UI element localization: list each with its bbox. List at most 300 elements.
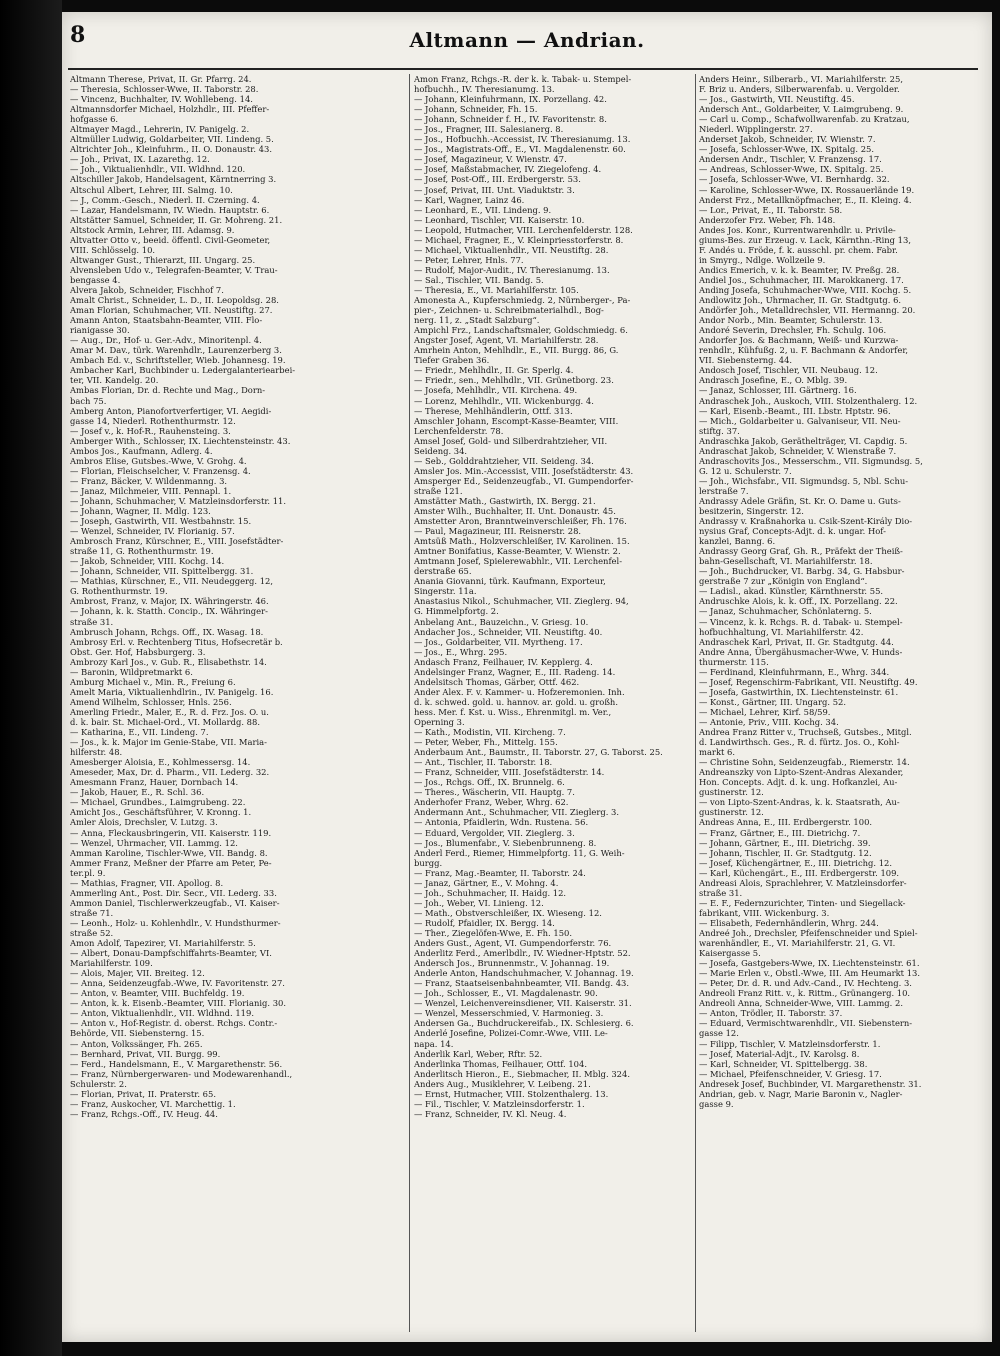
directory-entry-line: Amschler Johann, Escompt-Kasse-Beamter, VIII.	[414, 415, 619, 426]
directory-entry-line: Amon Adolf, Tapezirer, VI. Mariahilferstr. 5.	[70, 938, 256, 949]
directory-entry-line: Anderzofer Frz. Weber, Fh. 148.	[699, 214, 836, 225]
directory-entry-line: d. k. bair. St. Michael-Ord., VI. Mollardg. 88.	[70, 717, 260, 727]
directory-entry-line: Aman Florian, Schuhmacher, VII. Neustiftg. 27.	[70, 305, 273, 316]
directory-entry-line: — Ferd., Handelsmann, E., V. Margarethenstr. 56.	[70, 1058, 283, 1069]
directory-entry-line: Amtmann Josef, Spielerewabhlr., VII. Lerchenfel-	[414, 556, 623, 567]
directory-entry-line: Andorfer Jos. & Bachmann, Weiß- und Kurzwa-	[699, 335, 899, 346]
directory-entry-line: — Lorenz, Mehlhdlr., VII. Wickenburgg. 4.	[414, 395, 594, 406]
directory-entry-line: Alvera Jakob, Schneider, Fischhof 7.	[70, 284, 224, 295]
directory-entry-line: Andics Emerich, v. k. k. Beamter, IV. Preßg. 28.	[699, 264, 900, 275]
directory-entry-line: — Jos., Rchgs. Off., IX. Brunnelg. 6.	[414, 777, 565, 788]
directory-entry-line: Altmann Therese, Privat, II. Gr. Pfarrg. 24.	[70, 74, 252, 84]
directory-entry-line: — Theresia, Schlosser-Wwe, II. Taborstr. 28.	[70, 84, 259, 95]
directory-entry-line: Anania Giovanni, türk. Kaufmann, Exporteur,	[414, 576, 606, 587]
directory-entry-line: — Karl, Küchengärt., E., III. Erdbergerstr. 109.	[699, 867, 900, 878]
directory-entry-line: d. k. schwed. gold. u. hannov. ar. gold. u. großh.	[414, 696, 618, 707]
directory-entry-line: Andresek Josef, Buchbinder, VI. Margarethenstr. 31.	[699, 1078, 922, 1089]
directory-entry-line: rianigasse 30.	[70, 325, 130, 336]
directory-entry-line: — Mich., Goldarbeiter u. Galvaniseur, VII. Neu-	[699, 415, 901, 426]
directory-entry-line: — Alois, Majer, VII. Breiteg. 12.	[70, 968, 205, 979]
directory-entry-line: pier-, Zeichnen- u. Schreibmaterialhdl., Bog-	[414, 305, 604, 316]
directory-entry-line: — Ant., Tischler, II. Taborstr. 18.	[414, 757, 553, 768]
directory-entry-line: — Josef, Maßstabmacher, IV. Ziegelofeng. 4.	[414, 164, 602, 175]
directory-entry-line: Altschiller Jakob, Handelsagent, Kärntnerring 3.	[70, 174, 277, 185]
directory-entry-line: — Anna, Fleckausbringerin, VII. Kaiserstr. 119.	[70, 827, 272, 838]
directory-entry-line: Ambos Jos., Kaufmann, Adlerg. 4.	[70, 445, 213, 456]
directory-entry-line: Amesberger Aloisia, E., Kohlmessersg. 14.	[70, 757, 251, 768]
directory-entry-line: — Wenzel, Schneider, IV. Florianig. 57.	[70, 526, 235, 537]
directory-entry-line: — Florian, Fleischselcher, V. Franzensg. 4.	[70, 465, 251, 476]
directory-entry-line: Ambrusch Johann, Rchgs. Off., IX. Wasag. 18.	[70, 626, 264, 637]
directory-entry-line: — Wenzel, Uhrmacher, VII. Lammg. 12.	[70, 837, 238, 848]
directory-entry-line: — Jos., Magistrats-Off., E., VI. Magdalenenstr. 60.	[414, 144, 626, 155]
directory-entry-line: — Marie Erlen v., Obstl.-Wwe, III. Am Heumarkt 13.	[699, 968, 921, 979]
directory-entry-line: — Josef, Privat, III. Unt. Viaduktstr. 3.	[414, 184, 575, 195]
directory-entry-line: — Michael, Viktualienhdlr., VII. Neustiftg. 28.	[414, 244, 609, 255]
column-divider	[695, 74, 696, 1332]
directory-entry-line: — Franz, Rchgs.-Off., IV. Heug. 44.	[70, 1108, 218, 1119]
directory-entry-line: — Josef, Regenschirm-Fabrikant, VII. Neustiftg. 49.	[699, 676, 918, 687]
directory-entry-line: lerstraße 7.	[699, 485, 749, 496]
directory-entry-line: Ander Alex. F. v. Kammer- u. Hofzeremonien. Inh.	[414, 686, 625, 697]
directory-entry-line: hofbuchh., IV. Theresianumg. 13.	[414, 84, 555, 95]
directory-entry-line: — Therese, Mehlhändlerin, Ottf. 313.	[414, 405, 573, 416]
directory-entry-line: — Baronin, Wildpretmarkt 6.	[70, 666, 193, 677]
directory-entry-line: — Johann, Schuhmacher, V. Matzleinsdorferstr. 11.	[70, 495, 287, 506]
directory-entry-line: Andiel Jos., Schuhmacher, III. Marokkanerg. 17.	[699, 274, 904, 285]
directory-entry-line: — Anton v., Hof-Registr. d. oberst. Rchgs. Contr.-	[70, 1018, 278, 1029]
directory-entry-line: — Theresia, E., VI. Mariahilferstr. 105.	[414, 284, 579, 295]
directory-entry-line: Amburg Michael v., Min. R., Freiung 6.	[70, 676, 236, 687]
directory-entry-line: G. Himmelpfortg. 2.	[414, 606, 499, 617]
directory-entry-line: — Theres., Wäscherin, VII. Hauptg. 7.	[414, 787, 575, 798]
directory-entry-line: Anastasius Nikol., Schuhmacher, VII. Zieglerg. 94,	[414, 596, 629, 607]
directory-entry-line: Andrassy Georg Graf, Gh. R., Präfekt der Theiß-	[699, 546, 903, 557]
directory-entry-line: Anderst Frz., Metallknöpfmacher, E., II. Kleing. 4.	[699, 194, 912, 205]
directory-entry-line: — Andreas, Schlosser-Wwe, IX. Spitalg. 25.	[699, 164, 884, 175]
directory-entry-line: Andrasch Josefine, E., O. Mblg. 39.	[699, 375, 848, 386]
directory-entry-line: Ammon Daniel, Tischlerwerkzeugfab., VI. Kaiser-	[70, 897, 280, 908]
directory-entry-line: Andersen Andr., Tischler, V. Franzensg. 17.	[699, 154, 882, 165]
directory-entry-line: — Josef, Magazineur, V. Wienstr. 47.	[414, 154, 567, 165]
directory-entry-line: — Ernst, Hutmacher, VIII. Stolzenthalerg. 13.	[414, 1088, 609, 1099]
directory-entry-line: Andörfer Joh., Metalldrechsler, VII. Hermanng. 20.	[699, 305, 916, 316]
directory-entry-line: — Michael, Grundbes., Laimgrubeng. 22.	[70, 797, 246, 808]
column-left	[70, 74, 348, 1332]
directory-entry-line: Operning 3.	[414, 717, 465, 727]
directory-entry-line: — Bernhard, Privat, VII. Burgg. 99.	[70, 1048, 221, 1059]
directory-entry-line: hess. Mer. f. Kst. u. Wiss., Ehrenmitgl. m. Ver.,	[414, 706, 612, 717]
directory-entry-line: — Franz, Nürnbergerwaren- und Modewarenhandl.,	[70, 1068, 293, 1079]
directory-entry-line: — Aug., Dr., Hof- u. Ger.-Adv., Minoritenpl. 4.	[70, 335, 262, 346]
directory-entry-line: — Jos., Gastwirth, VII. Neustiftg. 45.	[699, 94, 855, 105]
directory-entry-line: — Anton, v. Beamter, VIII. Buchfeldg. 19.	[70, 988, 245, 999]
directory-entry-line: Anderbaum Ant., Baumstr., II. Taborstr. 27, G. Taborst. 25.	[414, 747, 663, 758]
directory-entry-line: — Mathias, Kürschner, E., VII. Neudeggerg. 12,	[70, 576, 274, 587]
column-right	[699, 74, 985, 1332]
directory-entry-line: gustinerstr. 12.	[699, 807, 764, 818]
directory-entry-line: — Rudolf, Major-Audit., IV. Theresianumg. 13.	[414, 264, 610, 275]
directory-entry-line: — Johann, Schneider f. H., IV. Favoritenstr. 8.	[414, 114, 607, 125]
directory-entry-line: Amler Alois, Drechsler, V. Lutzg. 3.	[70, 817, 218, 828]
directory-entry-line: Andraschat Jakob, Schneider, V. Wienstraße 7.	[699, 445, 897, 456]
directory-entry-line: — Johann, k. k. Statth. Concip., IX. Währinger-	[70, 606, 268, 617]
directory-entry-line: — Florian, Privat, II. Praterstr. 65.	[70, 1088, 216, 1099]
directory-entry-line: Ambros Elise, Gutsbes.-Wwe, V. Grohg. 4.	[70, 455, 247, 466]
directory-entry-line: Amalt Christ., Schneider, L. D., II. Leopoldsg. 28.	[70, 295, 279, 306]
directory-entry-line: Amerling Friedr., Maler, E., R. d. Frz. Jos. O. u.	[70, 706, 269, 717]
directory-entry-line: Amon Franz, Rchgs.-R. der k. k. Tabak- u. Stempel-	[414, 74, 632, 84]
directory-entry-line: bengasse 4.	[70, 274, 121, 285]
directory-entry-line: bahn-Gesellschaft, VI. Mariahilferstr. 18.	[699, 556, 873, 567]
directory-entry-line: VII. Siebensterng. 44.	[699, 355, 793, 366]
directory-entry-line: — Anton, k. k. Eisenb.-Beamter, VIII. Florianig. 30.	[70, 998, 287, 1009]
directory-entry-line: Amsler Jos. Min.-Accessist, VIII. Josefstädterstr. 43.	[414, 465, 634, 476]
directory-entry-line: Amar M. Dav., türk. Warenhdlr., Laurenzerberg 3.	[70, 345, 282, 356]
directory-entry-line: — Leonh., Holz- u. Kohlenhdlr., V. Hundsthurmer-	[70, 917, 281, 928]
directory-entry-line: besitzerin, Singerstr. 12.	[699, 506, 804, 517]
directory-entry-line: VIII. Schlösselg. 10.	[70, 244, 156, 255]
directory-entry-line: Amesmann Franz, Hauer, Dornbach 14.	[70, 777, 239, 788]
directory-entry-line: — Franz, Auskocher, VI. Marchettig. 1.	[70, 1098, 236, 1109]
directory-entry-line: Ambas Florian, Dr. d. Rechte und Mag., Dorn-	[70, 385, 266, 396]
directory-entry-line: straße 31.	[70, 616, 114, 627]
directory-entry-line: Amberg Anton, Pianofortverfertiger, VI. Aegidi-	[70, 405, 272, 416]
directory-entry-line: — Jos., E., Whrg. 295.	[414, 646, 508, 657]
directory-entry-line: — Joh., Wichsfabr., VII. Sigmundsg. 5, Nbl. Schu-	[699, 475, 909, 486]
directory-entry-line: bach 75.	[70, 395, 107, 406]
directory-entry-line: — Wenzel, Leichenvereinsdiener, VII. Kaiserstr. 31.	[414, 998, 632, 1009]
directory-entry-line: — Joh., Buchdrucker, VI. Barbg. 34, G. Habsbur-	[699, 566, 905, 577]
directory-entry-line: — Anton, Volkssänger, Fh. 265.	[70, 1038, 203, 1049]
directory-entry-line: Andraschka Jakob, Geräthelträger, VI. Capdig. 5.	[699, 435, 908, 446]
directory-entry-line: — Josefa, Gastwirthin, IX. Liechtensteinstr. 61.	[699, 686, 899, 697]
directory-entry-line: — Jos., Blumenfabr., V. Siebenbrunneng. 8.	[414, 837, 597, 848]
directory-entry-line: — Jos., Goldarbeiter, VII. Myrtheng. 17.	[414, 636, 583, 647]
directory-entry-line: ter, VII. Kandelg. 20.	[70, 375, 159, 386]
directory-entry-line: — Jos., k. k. Major im Genie-Stabe, VII. Maria-	[70, 737, 267, 748]
directory-entry-line: Altstock Armin, Lehrer, III. Adamsg. 9.	[70, 224, 235, 235]
directory-entry-line: Andreanszky von Lipto-Szent-Andras Alexander,	[699, 767, 904, 778]
directory-entry-line: Altwanger Gust., Thierarzt, III. Ungarg. 25.	[70, 254, 256, 265]
directory-entry-line: — Vincenz, k. k. Rchgs. R. d. Tabak- u. Stempel-	[699, 616, 903, 627]
directory-entry-line: Behörde, VII. Siebensterng. 15.	[70, 1028, 205, 1039]
directory-entry-line: — Josefa, Schlosser-Wwe, IX. Spitalg. 25.	[699, 144, 875, 155]
directory-entry-line: Hon. Concepts. Adjt. d. k. ung. Hofkanzlei, Au-	[699, 777, 898, 788]
directory-entry-line: Ammer Franz, Meßner der Pfarre am Peter, Pe-	[70, 857, 272, 868]
directory-entry-line: Lerchenfelderstr. 78.	[414, 425, 504, 436]
directory-entry-line: Amonesta A., Kupferschmiedg. 2, Nürnberger-, Pa-	[414, 295, 631, 306]
directory-entry-line: Ambrozy Karl Jos., v. Gub. R., Elisabethstr. 14.	[70, 656, 267, 667]
directory-entry-line: — Jakob, Schneider, VIII. Kochg. 14.	[70, 556, 225, 567]
directory-entry-line: — Elisabeth, Federnhändlerin, Whrg. 244.	[699, 917, 879, 928]
directory-entry-line: Obst. Ger. Hof, Habsburgerg. 3.	[70, 646, 206, 657]
directory-entry-line: renhdlr., Kühfußg. 2, u. F. Bachmann & Andorfer,	[699, 345, 909, 356]
directory-entry-line: Andruschke Alois, k. k. Off., IX. Porzellang. 22.	[699, 596, 898, 607]
directory-entry-line: — Filipp, Tischler, V. Matzleinsdorferstr. 1.	[699, 1038, 881, 1049]
directory-entry-line: Mariahilferstr. 109.	[70, 958, 153, 969]
directory-entry-line: thurmerstr. 115.	[699, 656, 769, 667]
directory-entry-line: Niederl. Wipplingerstr. 27.	[699, 124, 813, 135]
directory-entry-line: Tiefer Graben 36.	[414, 355, 490, 366]
directory-entry-line: Anderlinka Thomas, Feilhauer, Ottf. 104.	[414, 1058, 588, 1069]
directory-entry-line: — Jos., Hofbuchh.-Accessist, IV. Theresianumg. 13.	[414, 134, 631, 145]
directory-entry-line: Andraschek Karl, Privat, II. Gr. Stadtgutg. 44.	[699, 636, 894, 647]
directory-entry-line: Schulerstr. 2.	[70, 1078, 127, 1089]
directory-entry-line: — Leonhard, Tischler, VII. Kaiserstr. 10.	[414, 214, 585, 225]
directory-entry-line: Altmüller Ludwig, Goldarbeiter, VII. Lindeng. 5.	[70, 134, 274, 145]
directory-entry-line: — Johann, Gärtner, E., III. Dietrichg. 39.	[699, 837, 871, 848]
directory-entry-line: Ammerling Ant., Post. Dir. Secr., VII. Lederg. 33.	[70, 887, 277, 898]
directory-entry-line: gasse 14, Niederl. Rothenthurmstr. 12.	[70, 415, 236, 426]
directory-entry-line: — Johann, Schneider, Fh. 15.	[414, 104, 538, 115]
directory-entry-line: Amman Karoline, Tischler-Wwe, VII. Bandg. 8.	[70, 847, 268, 858]
directory-entry-line: Altvatter Otto v., beeid. öffentl. Civil-Geometer,	[70, 234, 271, 245]
directory-entry-line: Andoré Severin, Drechsler, Fh. Schulg. 106.	[699, 325, 887, 336]
running-head: Altmann — Andrian.	[409, 28, 645, 52]
directory-entry-line: — Franz, Schneider, VIII. Josefstädterstr. 14.	[414, 767, 605, 778]
directory-entry-line: Amicht Jos., Geschäftsführer, V. Kronng. 1.	[70, 807, 252, 818]
directory-entry-line: Kaisergasse 5.	[699, 948, 761, 959]
directory-entry-line: burgg.	[414, 857, 443, 868]
directory-entry-line: — Christine Sohn, Seidenzeugfab., Riemerstr. 14.	[699, 757, 910, 768]
directory-entry-line: — J., Comm.-Gesch., Niederl. II. Czerning. 4.	[70, 194, 260, 205]
directory-entry-line: Andosch Josef, Tischler, VII. Neubaug. 12.	[699, 365, 878, 376]
entry-columns	[70, 74, 984, 1332]
directory-entry-line: — Josef v., k. Hof-R., Rauhensteing. 3.	[70, 425, 231, 436]
directory-entry-line: Anders Aug., Musiklehrer, V. Leibeng. 21.	[414, 1078, 591, 1089]
directory-entry-line: Andreoli Anna, Schneider-Wwe, VIII. Lammg. 2.	[699, 998, 903, 1009]
directory-entry-line: — Joseph, Gastwirth, VII. Westbahnstr. 15.	[70, 516, 252, 527]
directory-entry-line: Andreé Joh., Drechsler, Pfeifenschneider und Spiel-	[699, 927, 918, 938]
directory-entry-line: — Johann, Wagner, II. Mdlg. 123.	[70, 506, 211, 517]
directory-entry-line: straße 52.	[70, 927, 114, 938]
directory-entry-line: — Franz, Gärtner, E., III. Dietrichg. 7.	[699, 827, 861, 838]
directory-page	[62, 12, 992, 1342]
directory-entry-line: F. Briz u. Anders, Silberwarenfab. u. Vergolder.	[699, 84, 900, 95]
directory-entry-line: Anderset Jakob, Schneider, IV. Wienstr. 7.	[699, 134, 876, 145]
directory-entry-line: Ameseder, Max, Dr. d. Pharm., VII. Lederg. 32.	[70, 767, 270, 778]
directory-entry-line: warenhändler, E., VI. Mariahilferstr. 21, G. VI.	[699, 938, 896, 949]
directory-entry-line: Anderhofer Franz, Weber, Whrg. 62.	[414, 797, 569, 808]
directory-entry-line: Amtner Bonifatius, Kasse-Beamter, V. Wienstr. 2.	[414, 546, 621, 557]
directory-entry-line: — Karl, Wagner, Lainz 46.	[414, 194, 525, 205]
directory-entry-line: gerstraße 7 zur „Königin von England“.	[699, 576, 868, 587]
directory-entry-line: nysius Graf, Concepts-Adjt. d. k. ungar. Hof-	[699, 526, 886, 537]
directory-entry-line: — von Lipto-Szent-Andras, k. k. Staatsrath, Au-	[699, 797, 900, 808]
directory-entry-line: — Peter, Weber, Fh., Mittelg. 155.	[414, 737, 558, 748]
directory-entry-line: — Mathias, Fragner, VII. Apollog. 8.	[70, 877, 224, 888]
directory-entry-line: — Janaz, Milchmeier, VIII. Pennapl. 1.	[70, 485, 232, 496]
directory-entry-line: Anders Gust., Agent, VI. Gumpendorferstr. 76.	[414, 938, 612, 949]
directory-entry-line: — Paul, Magazineur, III. Reisnerstr. 28.	[414, 526, 582, 537]
directory-entry-line: Andacher Jos., Schneider, VII. Neustiftg. 40.	[414, 626, 603, 637]
directory-entry-line: nerg. 11, z. „Stadt Salzburg“.	[414, 315, 540, 326]
directory-entry-line: Andre Anna, Übergähusmacher-Wwe, V. Hunds-	[699, 646, 903, 657]
directory-entry-line: Andasch Franz, Feilhauer, IV. Kepplerg. 4.	[414, 656, 593, 667]
directory-entry-line: Amsel Josef, Gold- und Silberdrahtzieher, VII.	[414, 435, 608, 446]
directory-entry-line: — Josefa, Mehlhdlr., VII. Kirchena. 49.	[414, 385, 578, 396]
directory-entry-line: straße 121.	[414, 485, 463, 496]
directory-entry-line: Anderlik Karl, Weber, Rftr. 52.	[414, 1048, 543, 1059]
directory-entry-line: Amsperger Ed., Seidenzeugfab., VI. Gumpendorfer-	[414, 475, 634, 486]
directory-entry-line: Amelt Maria, Viktualienhdlrin., IV. Panigelg. 16.	[70, 686, 274, 697]
directory-entry-line: derstraße 65.	[414, 566, 472, 577]
directory-entry-line: — Jos., Fragner, III. Salesianerg. 8.	[414, 124, 564, 135]
directory-entry-line: — Ladisl., akad. Künstler, Kärnthnerstr. 55.	[699, 586, 884, 597]
directory-entry-line: — Konst., Gärtner, III. Ungarg. 52.	[699, 696, 847, 707]
directory-entry-line: kanzlei, Banng. 6.	[699, 536, 776, 547]
directory-entry-line: Andelsinger Franz, Wagner, E., III. Radeng. 14.	[414, 666, 616, 677]
directory-entry-line: — Leonhard, E., VII. Lindeng. 9.	[414, 204, 552, 215]
directory-entry-line: — Franz, Staatseisenbahnbeamter, VII. Bandg. 43.	[414, 978, 630, 989]
directory-entry-line: — Joh., Weber, VI. Linieng. 12.	[414, 897, 544, 908]
directory-entry-line: Anding Josefa, Schuhmacher-Wwe, VIII. Kochg. 5.	[699, 284, 912, 295]
directory-entry-line: Altschul Albert, Lehrer, III. Salmg. 10.	[70, 184, 233, 195]
directory-entry-line: Anderle Anton, Handschuhmacher, V. Johannag. 19.	[414, 968, 634, 979]
directory-entry-line: hofgasse 6.	[70, 114, 119, 125]
directory-entry-line: — Ther., Ziegelöfen-Wwe, E. Fh. 150.	[414, 927, 573, 938]
directory-entry-line: Andelsitsch Thomas, Gärber, Ottf. 462.	[414, 676, 580, 687]
directory-entry-line: — Joh., Schuhmacher, II. Haidg. 12.	[414, 887, 567, 898]
directory-entry-line: napa. 14.	[414, 1038, 454, 1049]
directory-entry-line: Ambach Ed. v., Schriftsteller, Wieb. Johannesg. 19.	[70, 355, 286, 366]
directory-entry-line: — Math., Obstverschleißer, IX. Wieseng. 12.	[414, 907, 602, 918]
directory-entry-line: — Michael, Fragner, E., V. Kleinpriesstorferstr. 8.	[414, 234, 624, 245]
directory-entry-line: Altstätter Samuel, Schneider, II. Gr. Mohreng. 21.	[70, 214, 283, 225]
directory-entry-line: — Anna, Seidenzeugfab.-Wwe, IV. Favoritenstr. 27.	[70, 978, 285, 989]
directory-entry-line: Anders Heinr., Silberarb., VI. Mariahilferstr. 25,	[699, 74, 904, 84]
directory-entry-line: — Johann, Kleinfuhrmann, IX. Porzellang. 42.	[414, 94, 607, 105]
directory-entry-line: Amann Anton, Staatsbahn-Beamter, VIII. Flo-	[70, 315, 263, 326]
directory-entry-line: Ambacher Karl, Buchbinder u. Ledergalanteriearbei-	[70, 365, 296, 376]
directory-entry-line: — Franz, Schneider, IV. Kl. Neug. 4.	[414, 1108, 567, 1119]
directory-entry-line: straße 11, G. Rothenthurmstr. 19.	[70, 546, 214, 557]
directory-entry-line: Angster Josef, Agent, VI. Mariahilferstr. 28.	[414, 335, 599, 346]
directory-entry-line: — Wenzel, Messerschmied, V. Harmonieg. 3.	[414, 1008, 604, 1019]
directory-entry-line: stiftg. 37.	[699, 425, 740, 436]
directory-entry-line: — Karoline, Schlosser-Wwe, IX. Rossauerlände 19.	[699, 184, 915, 195]
directory-entry-line: Andraschek Joh., Auskoch, VIII. Stolzenthalerg. 12.	[699, 395, 918, 406]
directory-entry-line: — E. F., Federnzurichter, Tinten- und Siegellack-	[699, 897, 906, 908]
directory-entry-line: — Josef, Post-Off., III. Erdbergerstr. 53.	[414, 174, 581, 185]
directory-entry-line: Andrian, geb. v. Nagr, Marie Baronin v., Nagler-	[699, 1088, 903, 1099]
directory-entry-line: Altmannsdorfer Michael, Holzhdlr., III. Pfeffer-	[70, 104, 270, 115]
directory-entry-line: — Josef, Material-Adjt., IV. Karolsg. 8.	[699, 1048, 860, 1059]
directory-entry-line: Ambrosy Erl. v. Rechtenberg Titus, Hofsecretär b.	[70, 636, 283, 647]
directory-entry-line: Andersch Jos., Brunnenmstr., V. Johannag. 19.	[414, 958, 610, 969]
header-rule	[68, 68, 978, 70]
directory-entry-line: — Friedr., sen., Mehlhdlr., VII. Grünetborg. 23.	[414, 375, 614, 386]
directory-entry-line: — Lazar, Handelsmann, IV. Wiedn. Hauptstr. 6.	[70, 204, 270, 215]
directory-entry-line: — Johann, Tischler, II. Gr. Stadtgutg. 12.	[699, 847, 872, 858]
directory-entry-line: — Michael, Pfeifenschneider, V. Griesg. 17.	[699, 1068, 882, 1079]
directory-entry-line: Andermann Ant., Schuhmacher, VII. Zieglerg. 3.	[414, 807, 620, 818]
directory-entry-line: Amend Wilhelm, Schlosser, Hnls. 256.	[70, 696, 232, 707]
page-number: 8	[70, 22, 86, 48]
directory-entry-line: Amstetter Aron, Branntweinverschleißer, Fh. 176.	[414, 516, 627, 527]
directory-entry-line: — Janaz, Schuhmacher, Schönlaterng. 5.	[699, 606, 872, 617]
directory-entry-line: — Josefa, Gastgebers-Wwe, IX. Liechtensteinstr. 61.	[699, 958, 920, 969]
directory-entry-line: Andraschovits Jos., Messerschm., VII. Sigmundsg. 5,	[699, 455, 923, 466]
directory-entry-line: Altrichter Joh., Kleinfuhrm., II. O. Donaustr. 43.	[70, 144, 272, 155]
directory-entry-line: in Smyrg., Ndlge. Wollzeile 9.	[699, 254, 826, 265]
directory-entry-line: — Vincenz, Buchhalter, IV. Wohllebeng. 14.	[70, 94, 253, 105]
directory-entry-line: Anderl Ferd., Riemer, Himmelpfortg. 11, G. Weih-	[414, 847, 625, 858]
directory-entry-line: — Peter, Dr. d. R. und Adv.-Cand., IV. Hechteng. 3.	[699, 978, 912, 989]
directory-entry-line: — Joh., Privat, IX. Lazarethg. 12.	[70, 154, 210, 165]
directory-entry-line: Ambrost, Franz, v. Major, IX. Währingerstr. 46.	[70, 596, 269, 607]
directory-entry-line: Seideng. 34.	[414, 445, 468, 456]
directory-entry-line: — Josef, Küchengärtner, E., III. Dietrichg. 12.	[699, 857, 893, 868]
directory-entry-line: Amrhein Anton, Mehlhdlr., E., VII. Burgg. 86, G.	[414, 345, 619, 356]
directory-entry-line: — Franz, Mag.-Beamter, II. Taborstr. 24.	[414, 867, 586, 878]
directory-entry-line: — Jakob, Hauer, E., R. Schl. 36.	[70, 787, 205, 798]
directory-entry-line: Anderlé Josefine, Polizei-Comr.-Wwe, VIII. Le-	[414, 1028, 608, 1039]
directory-entry-line: Anbelang Ant., Bauzeichn., V. Griesg. 10.	[414, 616, 589, 627]
directory-entry-line: Altmayer Magd., Lehrerin, IV. Panigelg. 2.	[70, 124, 250, 135]
directory-entry-line: — Janaz, Gärtner, E., V. Mohng. 4.	[414, 877, 559, 888]
directory-entry-line: — Josefa, Schlosser-Wwe, VI. Bernhardg. 32.	[699, 174, 890, 185]
directory-entry-line: — Rudolf, Pfaidler, IX. Bergg. 14.	[414, 917, 555, 928]
directory-entry-line: gasse 9.	[699, 1098, 734, 1109]
directory-entry-line: Ampichl Frz., Landschaftsmaler, Goldschmiedg. 6.	[414, 325, 628, 336]
directory-entry-line: Amstätter Math., Gastwirth, IX. Bergg. 21.	[414, 495, 596, 506]
directory-entry-line: G. Rothenthurmstr. 19.	[70, 586, 168, 597]
directory-entry-line: gasse 12.	[699, 1028, 739, 1039]
column-divider	[409, 74, 410, 1332]
directory-entry-line: — Karl, Eisenb.-Beamt., III. Lbstr. Hptstr. 96.	[699, 405, 891, 416]
directory-entry-line: Andersch Ant., Goldarbeiter, V. Laimgrubeng. 9.	[699, 104, 904, 115]
directory-entry-line: — Eduard, Vermischtwarenhdlr., VII. Siebenstern-	[699, 1018, 913, 1029]
directory-entry-line: — Franz, Bäcker, V. Wildenmanng. 3.	[70, 475, 228, 486]
directory-entry-line: Andes Jos. Konr., Kurrentwarenhdlr. u. Privile-	[699, 224, 896, 235]
directory-entry-line: Andor Norb., Min. Beamter, Schulerstr. 13.	[699, 315, 883, 326]
directory-entry-line: hilferstr. 48.	[70, 747, 123, 758]
directory-entry-line: straße 31.	[699, 887, 743, 898]
directory-entry-line: Andersen Ga., Buchdruckereifab., IX. Schlesierg. 6.	[414, 1018, 634, 1029]
directory-entry-line: — Anton, Trödler, II. Taborstr. 37.	[699, 1008, 843, 1019]
directory-entry-line: Andlowitz Joh., Uhrmacher, II. Gr. Stadtgutg. 6.	[699, 295, 902, 306]
directory-entry-line: gustinerstr. 12.	[699, 787, 764, 798]
directory-entry-line: — Sal., Tischler, VII. Bandg. 5.	[414, 274, 544, 285]
directory-entry-line: fabrikant, VIII. Wickenburg. 3.	[699, 907, 830, 918]
directory-entry-line: giums-Bes. zur Erzeug. v. Lack, Kärnthn.-Ring 13,	[699, 234, 911, 245]
directory-entry-line: — Joh., Viktualienhdlr., VII. Wldhnd. 120.	[70, 164, 246, 175]
scan-dark-margin	[0, 0, 62, 1356]
directory-entry-line: — Lor., Privat, E., II. Taborstr. 58.	[699, 204, 843, 215]
directory-entry-line: — Fil., Tischler, V. Matzleinsdorferstr. 1.	[414, 1098, 585, 1109]
directory-entry-line: — Carl u. Comp., Schafwollwarenfab. zu Kratzau,	[699, 114, 910, 125]
directory-entry-line: — Ferdinand, Kleinfuhrmann, E., Whrg. 344.	[699, 666, 890, 677]
directory-entry-line: — Friedr., Mehlhdlr., II. Gr. Sperlg. 4.	[414, 365, 574, 376]
directory-entry-line: — Anton, Viktualienhdlr., VII. Wldhnd. 119.	[70, 1008, 254, 1019]
directory-entry-line: — Albert, Donau-Dampfschiffahrts-Beamter, VI.	[70, 948, 272, 959]
directory-entry-line: — Johann, Schneider, VII. Spittelbergg. 31.	[70, 566, 254, 577]
directory-entry-line: — Katharina, E., VII. Lindeng. 7.	[70, 727, 209, 738]
directory-entry-line: — Michael, Lehrer, Kirf. 58/59.	[699, 706, 831, 717]
directory-entry-line: Andreoli Franz Ritt. v., k. Rittm., Grünangerg. 10.	[699, 988, 911, 999]
directory-entry-line: — Eduard, Vergolder, VII. Zieglerg. 3.	[414, 827, 575, 838]
column-middle	[414, 74, 696, 1332]
directory-entry-line: Anderlitz Ferd., Amerlbdlr., IV. Wiedner-Hptstr. 52.	[414, 948, 631, 959]
directory-entry-line: Amberger With., Schlosser, IX. Liechtensteinstr. 43.	[70, 435, 291, 446]
directory-entry-line: Anderlitsch Hieron., E., Siebmacher, II. Mblg. 324.	[414, 1068, 630, 1079]
directory-entry-line: — Janaz, Schlosser, III. Gärtnerg. 16.	[699, 385, 857, 396]
directory-entry-line: Andreas Anna, E., III. Erdbergerstr. 100.	[699, 817, 873, 828]
directory-entry-line: — Antonia, Pfaidlerin, Wdn. Rustena. 56.	[414, 817, 589, 828]
directory-entry-line: markt 6.	[699, 747, 736, 758]
